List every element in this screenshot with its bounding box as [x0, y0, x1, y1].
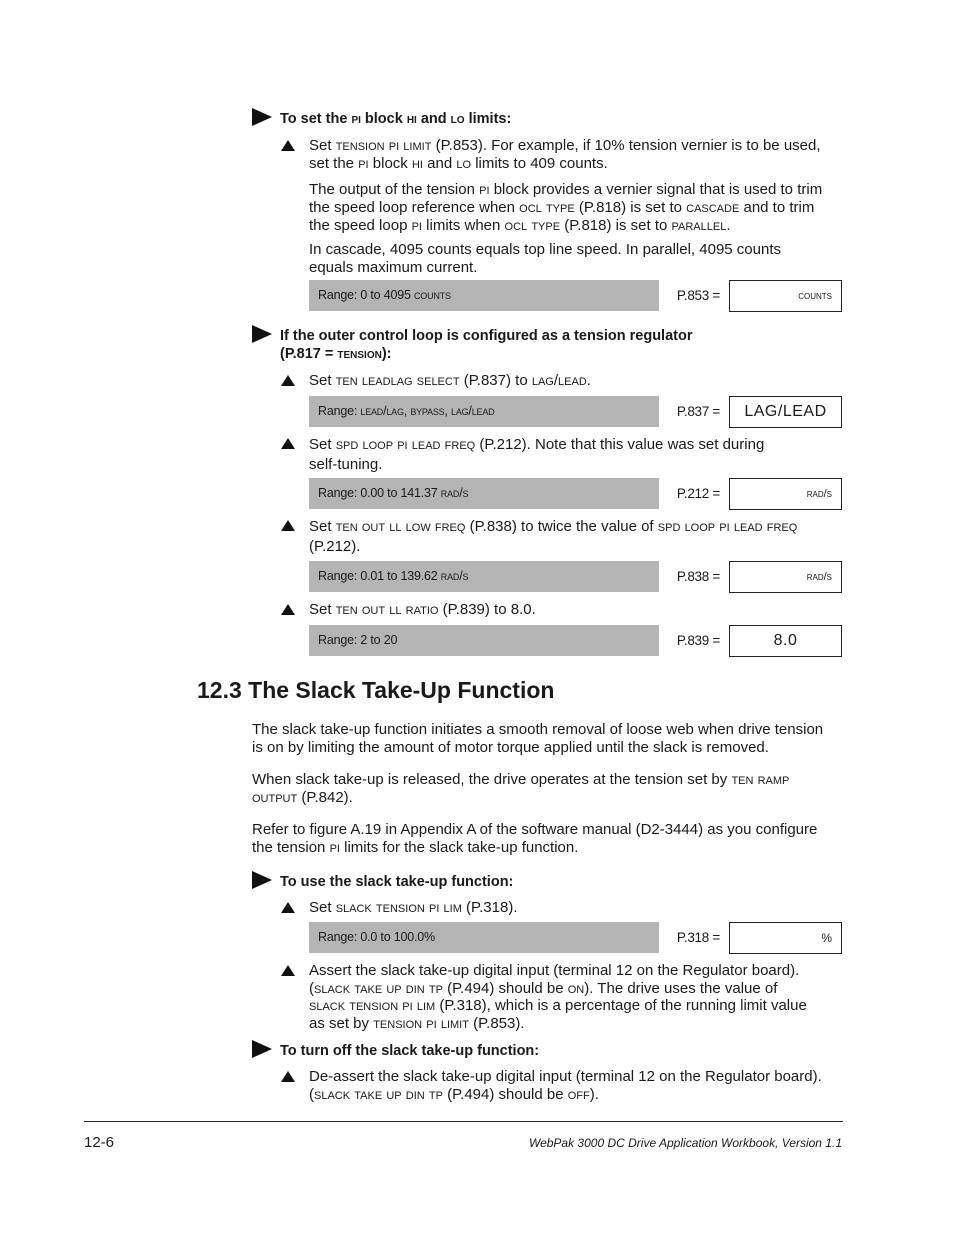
step-arrow-icon — [252, 108, 272, 126]
range-bar-p837: Range: lead/lag, bypass, lag/lead — [309, 396, 659, 427]
bullet-text: Assert the slack take-up digital input (terminal 12 on the Regulator board). (slack take up din tp (P.494) should be on). The drive uses the value of slack tension pi lim (P.318), which is a percentage of the running limit value as set by tension pi limit (P.853). — [309, 962, 807, 1032]
bullet-triangle-icon — [281, 375, 295, 386]
param-value-box-p853: counts — [729, 280, 842, 312]
bullet-triangle-icon — [281, 438, 295, 449]
footer-rule — [84, 1121, 843, 1122]
bullet-text: Set tension pi limit (P.853). For example, if 10% tension vernier is to be used, set the pi block hi and lo limits to 409 counts. — [309, 137, 821, 172]
bullet-text: Set ten out ll low freq (P.838) to twice the value of spd loop pi lead freq (P.212). — [309, 518, 798, 555]
paragraph-slack-release: When slack take-up is released, the drive operates at the tension set by ten ramp output (P.842). — [252, 771, 790, 806]
section-title: 12.3 The Slack Take-Up Function — [197, 677, 555, 703]
bullet-text: Set ten out ll ratio (P.839) to 8.0. — [309, 601, 536, 618]
footer-title: WebPak 3000 DC Drive Application Workbook, Version 1.1 — [528, 1136, 842, 1150]
heading-turn-off: To turn off the slack take-up function: — [280, 1043, 540, 1059]
param-value-box-p212: rad/s — [729, 478, 842, 510]
bullet-text: Set ten leadlag select (P.837) to lag/lead. — [309, 372, 591, 389]
param-value-box-p837: LAG/LEAD — [729, 396, 842, 428]
bullet-triangle-icon — [281, 604, 295, 615]
bullet-triangle-icon — [281, 1071, 295, 1082]
page-number: 12-6 — [84, 1134, 115, 1151]
paragraph-slack-intro: The slack take-up function initiates a smooth removal of loose web when drive tension is on by limiting the amount of motor torque applied until the slack is removed. — [252, 721, 824, 756]
range-bar-p838: Range: 0.01 to 139.62 rad/s — [309, 561, 659, 592]
range-bar-p318: Range: 0.0 to 100.0% — [309, 922, 659, 953]
bullet-text: Set slack tension pi lim (P.318). — [309, 899, 518, 916]
paragraph-cascade: In cascade, 4095 counts equals top line speed. In parallel, 4095 counts equals maximum current. — [309, 241, 781, 276]
param-value-box-p318: % — [729, 922, 842, 954]
param-label-p318: P.318 = — [676, 930, 720, 945]
bullet-triangle-icon — [281, 965, 295, 976]
param-label-p837: P.837 = — [676, 404, 720, 419]
step-arrow-icon — [252, 1040, 272, 1058]
range-bar-p853: Range: 0 to 4095 counts — [309, 280, 659, 311]
bullet-text: Set spd loop pi lead freq (P.212). Note that this value was set during self-tuning. — [309, 436, 765, 473]
step-arrow-icon — [252, 871, 272, 889]
heading-pi-limits: To set the pi block hi and lo limits: — [280, 111, 512, 127]
param-label-p853: P.853 = — [676, 288, 720, 303]
bullet-triangle-icon — [281, 140, 295, 151]
param-label-p212: P.212 = — [676, 486, 720, 501]
heading-outer-loop: If the outer control loop is configured as a tension regulator (P.817 = tension): — [280, 328, 693, 362]
bullet-text: De-assert the slack take-up digital input (terminal 12 on the Regulator board). (slack take up din tp (P.494) should be off). — [309, 1068, 822, 1103]
bullet-triangle-icon — [281, 902, 295, 913]
param-value-box-p838: rad/s — [729, 561, 842, 593]
range-bar-p839: Range: 2 to 20 — [309, 625, 659, 656]
heading-use-slack: To use the slack take-up function: — [280, 874, 514, 890]
param-value-box-p839: 8.0 — [729, 625, 842, 657]
param-label-p839: P.839 = — [676, 633, 720, 648]
paragraph-slack-refer: Refer to figure A.19 in Appendix A of the software manual (D2-3444) as you configure the tension pi limits for the slack take-up function. — [252, 821, 818, 856]
paragraph-output: The output of the tension pi block provides a vernier signal that is used to trim the speed loop reference when ocl type (P.818) is set to cascade and to trim the speed loop pi limits when ocl type (P.818) is set to parallel. — [309, 181, 823, 234]
param-label-p838: P.838 = — [676, 569, 720, 584]
bullet-triangle-icon — [281, 520, 295, 531]
step-arrow-icon — [252, 325, 272, 343]
range-bar-p212: Range: 0.00 to 141.37 rad/s — [309, 478, 659, 509]
